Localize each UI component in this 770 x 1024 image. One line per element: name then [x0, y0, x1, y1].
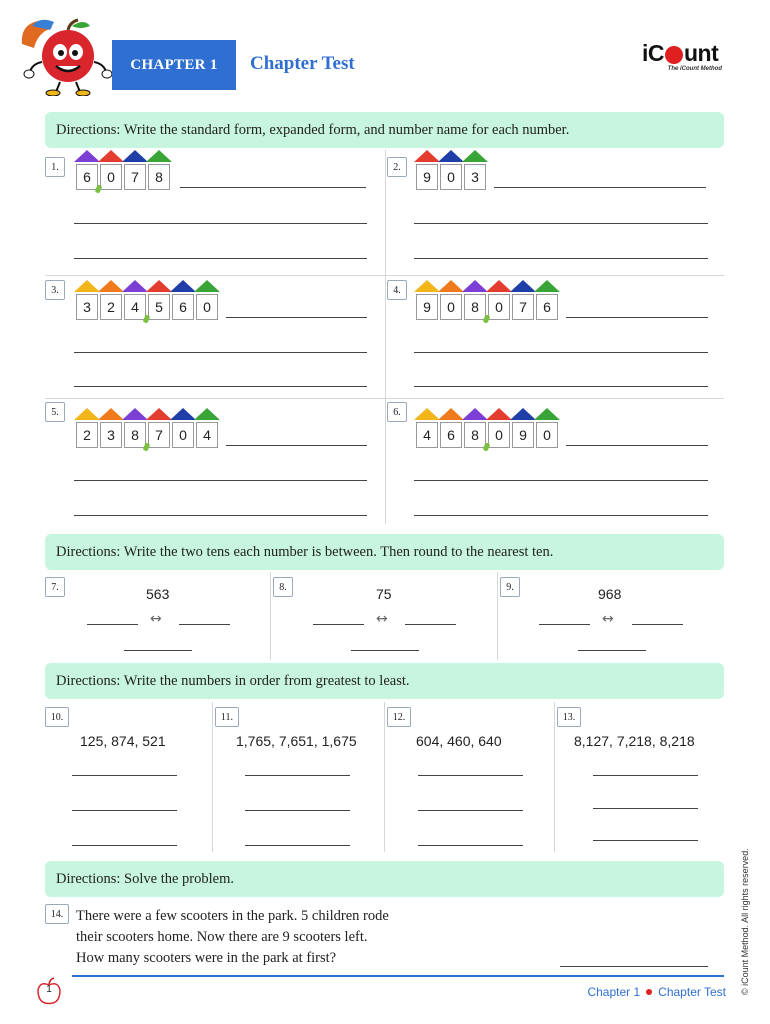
- item-number-11: 11.: [215, 707, 239, 727]
- answer-line-name-2[interactable]: [414, 258, 708, 259]
- rounded-line-8[interactable]: [351, 650, 419, 651]
- digit: 0: [196, 294, 218, 320]
- answer-line-expanded-4[interactable]: [414, 352, 708, 353]
- order-line-11-a[interactable]: [245, 775, 350, 776]
- lower-ten-line-7[interactable]: [87, 624, 138, 625]
- item-number-5: 5.: [45, 402, 65, 422]
- logo-tagline: The iCount Method: [667, 66, 722, 72]
- item-number-12: 12.: [387, 707, 411, 727]
- numbers-11: 1,765, 7,651, 1,675: [236, 733, 357, 749]
- item-number-2: 2.: [387, 157, 407, 177]
- place-value-chart-5: [74, 408, 220, 450]
- order-line-11-c[interactable]: [245, 845, 350, 846]
- answer-line-standard-1[interactable]: [180, 187, 366, 188]
- digit: 9: [416, 164, 438, 190]
- order-line-12-b[interactable]: [418, 810, 523, 811]
- order-line-13-a[interactable]: [593, 775, 698, 776]
- value-8: 75: [376, 586, 392, 602]
- directions-band-1: Directions: Write the standard form, expanded form, and number name for each number.: [45, 112, 724, 148]
- digit: 6: [76, 164, 98, 190]
- footer-title: Chapter Test: [658, 985, 726, 999]
- answer-line-standard-2[interactable]: [494, 187, 706, 188]
- numbers-13: 8,127, 7,218, 8,218: [574, 733, 695, 749]
- place-value-chart-6: [414, 408, 560, 450]
- item-number-8: 8.: [273, 577, 293, 597]
- item-number-3: 3.: [45, 280, 65, 300]
- answer-line-expanded-3[interactable]: [74, 352, 367, 353]
- digit: 9: [416, 294, 438, 320]
- answer-line-standard-5[interactable]: [226, 445, 367, 446]
- item-number-7: 7.: [45, 577, 65, 597]
- digit: 6: [172, 294, 194, 320]
- digit: 3: [464, 164, 486, 190]
- item-number-14: 14.: [45, 904, 69, 924]
- order-line-10-b[interactable]: [72, 810, 177, 811]
- place-value-chart-1: [74, 150, 174, 192]
- directions-band-4: Directions: Solve the problem.: [45, 861, 724, 897]
- item-number-9: 9.: [500, 577, 520, 597]
- digit: 7: [512, 294, 534, 320]
- digit: 4: [124, 294, 146, 320]
- digit: 0: [440, 164, 462, 190]
- digit: 6: [440, 422, 462, 448]
- digit: 3: [100, 422, 122, 448]
- digit: 8: [124, 422, 146, 448]
- logo-brand-post: unt: [684, 40, 719, 66]
- copyright-notice: © iCount Method. All rights reserved.: [740, 848, 750, 995]
- icount-logo: [642, 40, 728, 80]
- upper-ten-line-7[interactable]: [179, 624, 230, 625]
- item-number-4: 4.: [387, 280, 407, 300]
- page-number: 1: [46, 984, 52, 995]
- place-value-chart-3: [74, 280, 220, 322]
- order-line-13-c[interactable]: [593, 840, 698, 841]
- digit: 7: [148, 422, 170, 448]
- apple-icon: [665, 46, 683, 64]
- answer-line-standard-3[interactable]: [226, 317, 367, 318]
- place-value-chart-4: [414, 280, 560, 322]
- answer-line-name-5[interactable]: [74, 515, 367, 516]
- value-9: 968: [598, 586, 622, 602]
- rounded-line-7[interactable]: [124, 650, 192, 651]
- answer-line-standard-4[interactable]: [566, 317, 708, 318]
- rounded-line-9[interactable]: [578, 650, 646, 651]
- answer-line-expanded-1[interactable]: [74, 223, 367, 224]
- directions-band-2: Directions: Write the two tens each number is between. Then round to the nearest ten.: [45, 534, 724, 570]
- footer-chapter-info: [587, 985, 726, 999]
- between-arrow-icon: ↔: [602, 611, 614, 627]
- digit: 9: [512, 422, 534, 448]
- digit: 4: [416, 422, 438, 448]
- digit: 0: [440, 294, 462, 320]
- answer-line-expanded-6[interactable]: [414, 480, 708, 481]
- answer-line-expanded-5[interactable]: [74, 480, 367, 481]
- lower-ten-line-8[interactable]: [313, 624, 364, 625]
- digit: 4: [196, 422, 218, 448]
- item-number-6: 6.: [387, 402, 407, 422]
- value-7: 563: [146, 586, 170, 602]
- footer-chapter: Chapter 1: [587, 985, 641, 999]
- answer-line-14[interactable]: [560, 966, 708, 967]
- digit: 7: [124, 164, 146, 190]
- item-number-13: 13.: [557, 707, 581, 727]
- order-line-12-a[interactable]: [418, 775, 523, 776]
- chapter-tab: CHAPTER 1: [112, 40, 236, 90]
- digit: 8: [464, 422, 486, 448]
- page-title: Chapter Test: [250, 53, 355, 74]
- digit: 0: [488, 294, 510, 320]
- word-problem: There were a few scooters in the park. 5 children rode their scooters home. Now there are 9 scooters left. How many scooters were in the park at first?: [76, 908, 389, 966]
- between-arrow-icon: ↔: [376, 611, 388, 627]
- order-line-12-c[interactable]: [418, 845, 523, 846]
- digit: 2: [76, 422, 98, 448]
- order-line-10-a[interactable]: [72, 775, 177, 776]
- item-number-1: 1.: [45, 157, 65, 177]
- answer-line-name-6[interactable]: [414, 515, 708, 516]
- order-line-11-b[interactable]: [245, 810, 350, 811]
- item-number-10: 10.: [45, 707, 69, 727]
- digit: 0: [488, 422, 510, 448]
- digit: 6: [536, 294, 558, 320]
- digit: 5: [148, 294, 170, 320]
- answer-line-name-1[interactable]: [74, 258, 367, 259]
- digit: 8: [148, 164, 170, 190]
- between-arrow-icon: ↔: [150, 611, 162, 627]
- digit: 0: [100, 164, 122, 190]
- digit: 2: [100, 294, 122, 320]
- logo-brand-pre: iC: [642, 40, 664, 66]
- numbers-10: 125, 874, 521: [80, 733, 166, 749]
- digit: 0: [172, 422, 194, 448]
- answer-line-name-4[interactable]: [414, 386, 708, 387]
- numbers-12: 604, 460, 640: [416, 733, 502, 749]
- digit: 3: [76, 294, 98, 320]
- directions-band-3: Directions: Write the numbers in order from greatest to least.: [45, 663, 724, 699]
- upper-ten-line-8[interactable]: [405, 624, 456, 625]
- apple-dot-icon: [646, 989, 652, 995]
- place-value-chart-2: [414, 150, 490, 192]
- answer-line-standard-6[interactable]: [566, 445, 708, 446]
- order-line-13-b[interactable]: [593, 808, 698, 809]
- digit: 0: [536, 422, 558, 448]
- answer-line-name-3[interactable]: [74, 386, 367, 387]
- apple-mascot-logo: [18, 14, 116, 96]
- lower-ten-line-9[interactable]: [539, 624, 590, 625]
- answer-line-expanded-2[interactable]: [414, 223, 708, 224]
- upper-ten-line-9[interactable]: [632, 624, 683, 625]
- digit: 8: [464, 294, 486, 320]
- order-line-10-c[interactable]: [72, 845, 177, 846]
